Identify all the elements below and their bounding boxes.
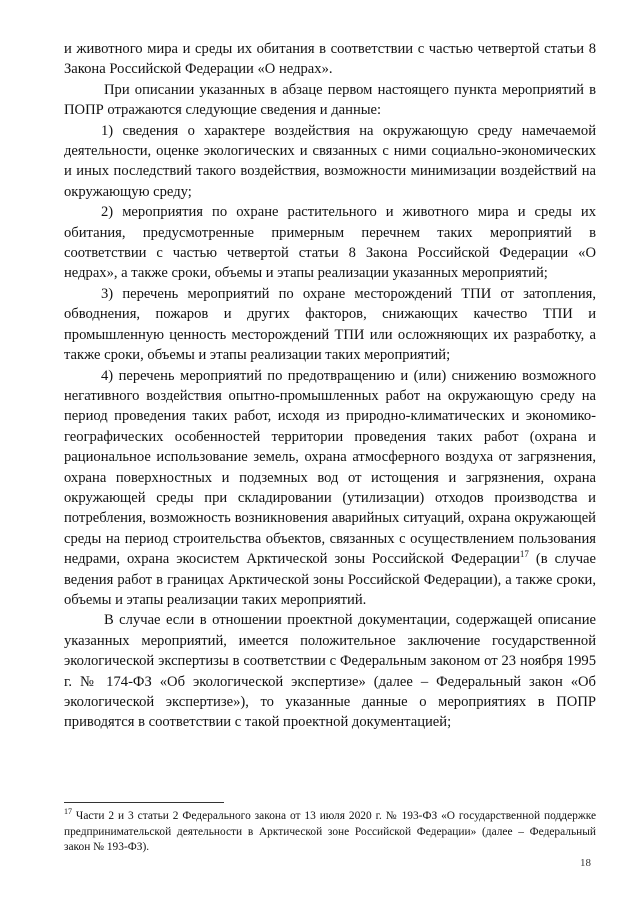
list-item-2: 2) мероприятия по охране растительного и животного мира и среды их обитания, предусмотренные примерным перечнем таких мероприятий в соответствии с частью четвертой статьи 8 Закона Российской Федерации «О недрах», а также сроки, объемы и этапы реализации указанных мероприятий; — [64, 204, 596, 282]
footnote-separator — [64, 802, 224, 803]
list-item-3: 3) перечень мероприятий по охране месторождений ТПИ от затопления, обводнения, пожаров и других факторов, снижающих качество ТПИ и промышленную ценность месторождений ТПИ или осложняющих их разработку, а также сроки, объемы и этапы реализации таких мероприятий; — [64, 285, 596, 364]
list-item-4-text: 4) перечень мероприятий по предотвращению и (или) снижению возможного негативного воздействия опытно-промышленных работ на окружающую среду на период проведения таких работ, исходя из природно-климатических и экономико-географических особенностей территории проведения таких работ (охрана и рациональное использование земель, охрана атмосферного воздуха от загрязнения, охрана поверхностных и подземных вод от истощения и загрязнения, охрана окружающей среды при складировании (утилизации) отходов производства и потребления, возможность возникновения аварийных ситуаций, охрана окружающей среды на период строительства объектов, связанных с осуществлением пользования недрами, охрана экосистем Арктической зоны Российской Федерации — [64, 367, 596, 568]
page-number: 18 — [580, 857, 591, 869]
footnote-reference: 17 — [519, 549, 529, 560]
paragraph-intro: При описании указанных в абзаце первом настоящего пункта мероприятий в ПОПР отражаются следующие сведения и данные: — [64, 81, 596, 119]
paragraph-continuation: и животного мира и среды их обитания в соответствии с частью четвертой статьи 8 Закона Российской Федерации «О недрах». — [64, 41, 596, 78]
paragraph-final: В случае если в отношении проектной документации, содержащей описание указанных мероприятий, имеется положительное заключение государственной экологической экспертизы в соответствии с Федеральным законом от 23 ноября 1995 г. № 174-ФЗ «Об экологической экспертизе» (далее – Федеральный закон «Об экологической экспертизе»), то указанные данные о мероприятиях в ПОПР приводятся в соответствии с такой проектной документацией; — [64, 612, 596, 731]
footnote-text: Части 2 и 3 статьи 2 Федерального закона от 13 июля 2020 г. № 193-ФЗ «О государственной поддержке предпринимательской деятельности в Арктической зоне Российской Федерации» (далее – Федеральный закон № 193-ФЗ). — [64, 810, 596, 853]
body-text — [64, 39, 596, 733]
list-item-1: 1) сведения о характере воздействия на окружающую среду намечаемой деятельности, оценке экологических и связанных с ними социально-экономических и иных последствий такого воздействия, возможности минимизации воздействий на окружающую среду; — [64, 122, 596, 200]
list-item-4 — [64, 366, 596, 611]
footnote-number: 17 — [64, 807, 72, 817]
list-item-4-text-end: (в случае ведения работ в границах Арктической зоны Российской Федерации), а также сроки, объемы и этапы реализации таких мероприятий. — [64, 551, 596, 608]
footnote — [64, 809, 596, 856]
